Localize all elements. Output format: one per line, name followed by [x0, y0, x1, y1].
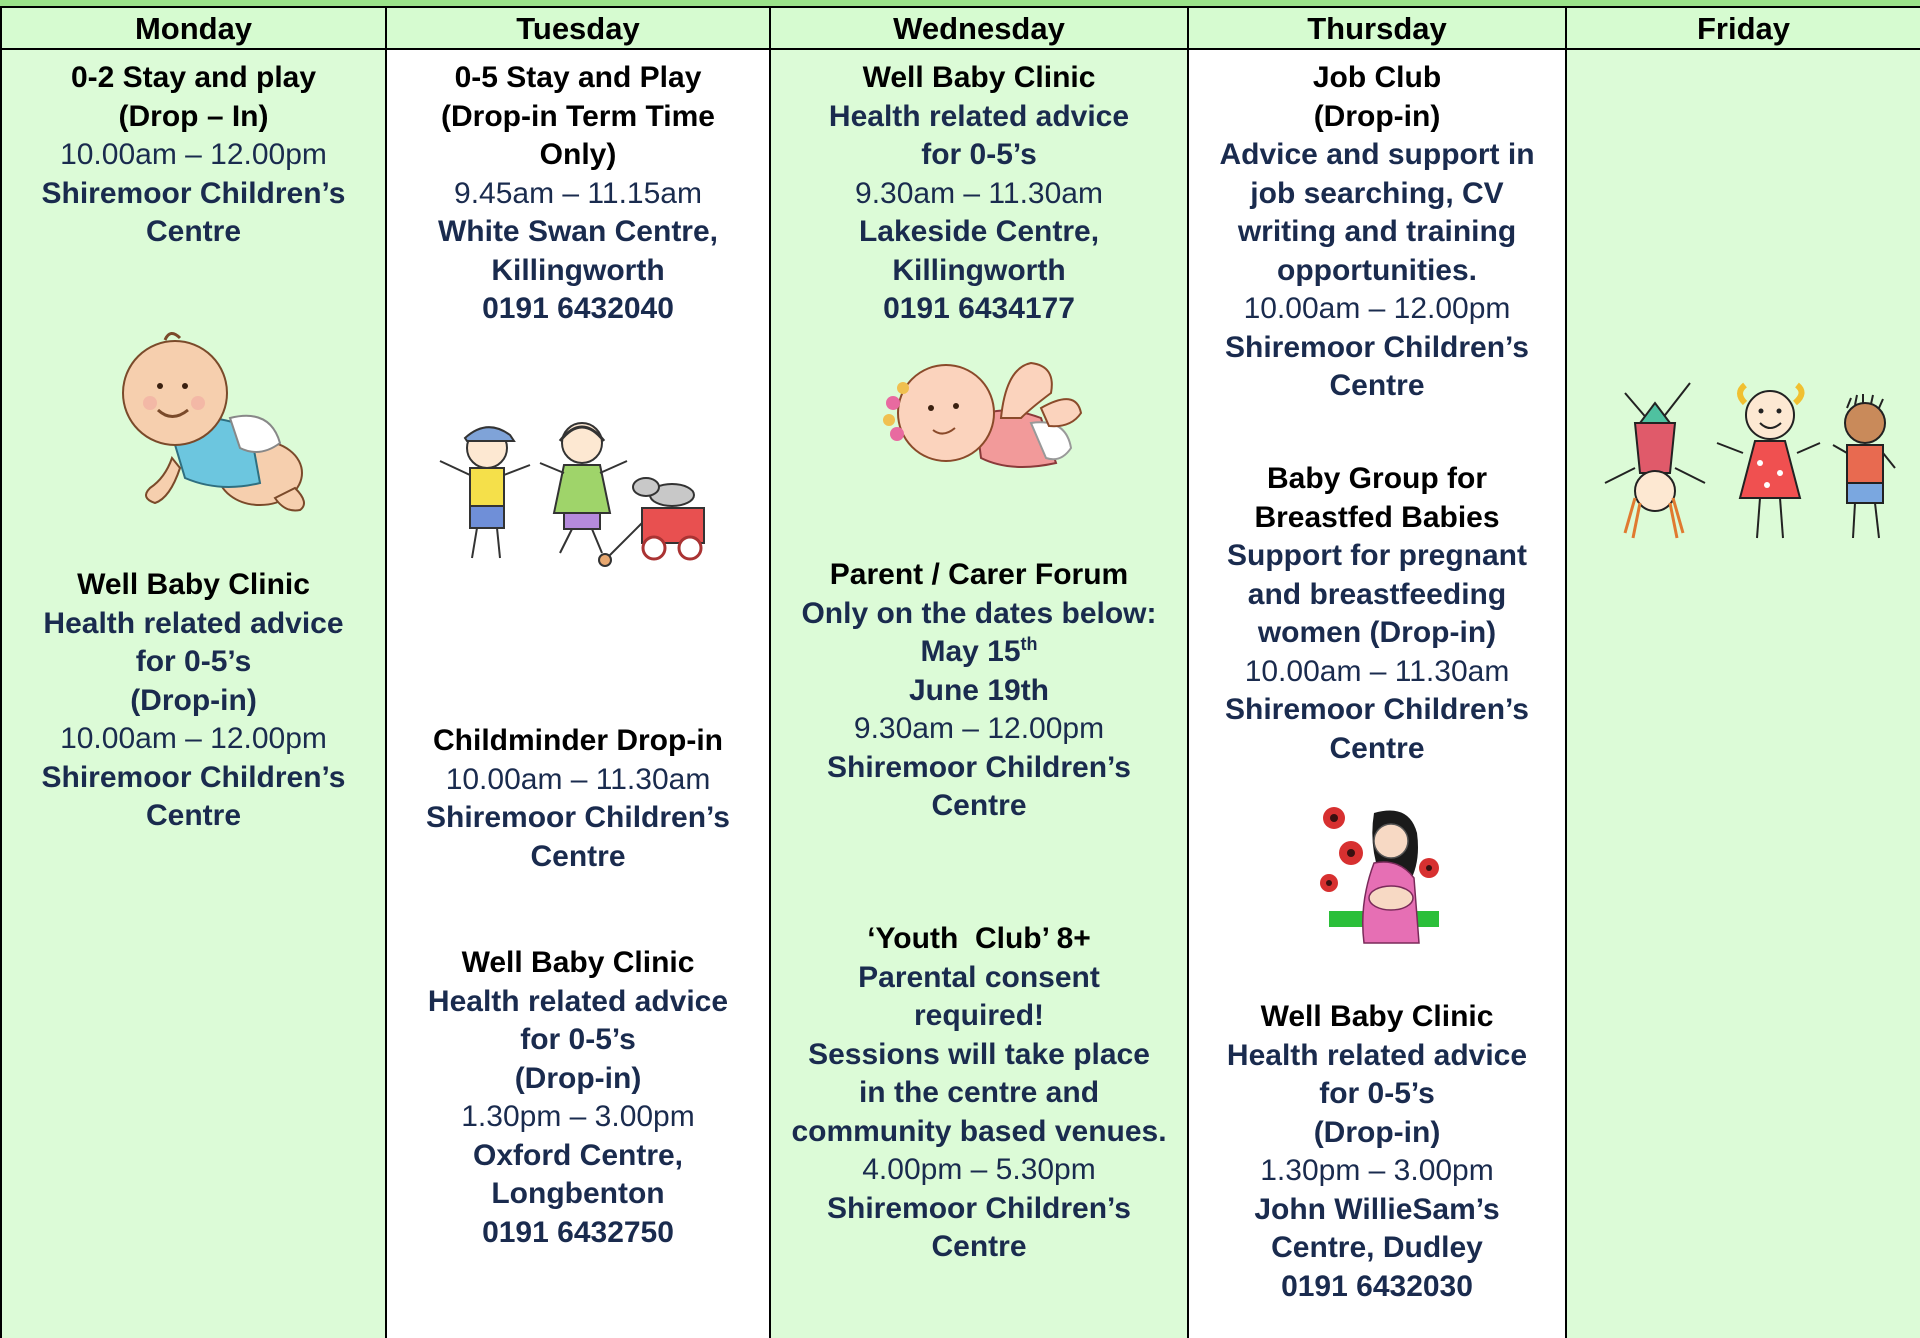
- event-location: Centre: [1329, 369, 1425, 402]
- lying-baby-illustration: [881, 348, 1091, 478]
- thursday-well-baby: [1189, 998, 1565, 1306]
- event-title: Well Baby Clinic: [77, 568, 310, 601]
- event-location: Killingworth: [892, 253, 1066, 287]
- event-desc: (Drop-in): [514, 1061, 642, 1095]
- event-title: Well Baby Clinic: [461, 946, 695, 979]
- event-phone: 0191 6432030: [1281, 1269, 1473, 1303]
- event-title: Job Club: [1312, 61, 1442, 94]
- event-phone: 0191 6432750: [482, 1215, 674, 1249]
- event-title: Well Baby Clinic: [1260, 1000, 1494, 1033]
- event-location: Centre, Dudley: [1271, 1231, 1483, 1264]
- event-phone: 0191 6432040: [482, 292, 674, 325]
- event-title: ‘Youth Club’ 8+: [867, 922, 1091, 955]
- thursday-column: [1189, 8, 1567, 1338]
- event-time: 1.30pm – 3.00pm: [461, 1100, 695, 1133]
- event-desc: women (Drop-in): [1257, 616, 1497, 649]
- event-time: 10.00am – 12.00pm: [60, 138, 327, 171]
- event-time: 10.00am – 12.00pm: [1243, 292, 1511, 325]
- event-title: Baby Group for: [1266, 462, 1487, 495]
- event-time: 10.00am – 11.30am: [1244, 654, 1510, 688]
- event-desc: Advice and support in: [1219, 138, 1535, 171]
- event-location: Centre: [931, 1230, 1027, 1263]
- event-time: 9.30am – 12.00pm: [853, 712, 1105, 745]
- event-location: Shiremoor Children’s: [41, 176, 346, 210]
- event-subtitle: Only): [539, 138, 617, 171]
- event-desc: for 0-5’s: [921, 138, 1037, 171]
- wednesday-youth-club: [771, 920, 1187, 1267]
- event-desc: for 0-5’s: [520, 1023, 636, 1056]
- event-desc: for 0-5’s: [1319, 1077, 1435, 1110]
- event-location: Killingworth: [491, 253, 665, 287]
- three-kids-illustration: [1595, 373, 1900, 563]
- event-desc: Health related advice: [43, 606, 344, 640]
- event-location: Shiremoor Children’s: [1225, 693, 1529, 726]
- children-with-dog-cart-illustration: [432, 413, 732, 573]
- tuesday-childminder: [387, 722, 769, 876]
- event-subtitle: (Drop – In): [118, 99, 269, 133]
- event-location: White Swan Centre,: [437, 215, 719, 248]
- event-time: 10.00am – 11.30am: [445, 762, 711, 796]
- event-location: Centre: [530, 839, 626, 873]
- event-desc: Only on the dates below:: [801, 596, 1157, 630]
- event-desc: Health related advice: [828, 99, 1130, 133]
- thursday-header: Thursday: [1189, 8, 1565, 50]
- monday-column: [2, 8, 387, 1338]
- event-subtitle: (Drop-in Term Time: [441, 99, 715, 133]
- event-location: Centre: [145, 799, 242, 832]
- event-desc: Parental consent: [858, 960, 1100, 994]
- monday-well-baby: [2, 566, 385, 836]
- weekly-timetable: [0, 6, 1920, 1338]
- event-desc: in the centre and: [858, 1076, 1100, 1109]
- event-title: Childminder Drop-in: [433, 724, 723, 757]
- event-location: Centre: [931, 789, 1027, 822]
- tuesday-column: [387, 8, 771, 1338]
- thursday-job-club: [1189, 59, 1565, 406]
- event-date: [771, 633, 1187, 672]
- event-desc: Support for pregnant: [1227, 539, 1527, 572]
- mother-breastfeeding-illustration: [1319, 803, 1444, 948]
- event-location: Shiremoor Children’s: [1225, 330, 1529, 364]
- event-location: Longbenton: [491, 1177, 665, 1210]
- event-location: John WillieSam’s: [1254, 1192, 1500, 1226]
- thursday-baby-group: [1189, 460, 1565, 768]
- event-desc: Health related advice: [427, 984, 729, 1018]
- event-time: 1.30pm – 3.00pm: [1260, 1154, 1494, 1187]
- event-title: Parent / Carer Forum: [829, 558, 1129, 591]
- event-time: 9.30am – 11.30am: [855, 176, 1103, 210]
- event-subtitle: (Drop-in): [1313, 99, 1441, 133]
- event-desc: (Drop-in): [130, 683, 257, 717]
- monday-stay-play: [2, 59, 385, 252]
- event-date-suffix: th: [1020, 634, 1038, 654]
- tuesday-header: Tuesday: [387, 8, 769, 50]
- event-title: 0-5 Stay and Play: [454, 61, 702, 94]
- event-subtitle: Breastfed Babies: [1254, 500, 1500, 534]
- friday-column: [1567, 8, 1920, 1338]
- event-location: Shiremoor Children’s: [827, 750, 1131, 784]
- event-title: Well Baby Clinic: [862, 61, 1096, 94]
- event-desc: Health related advice: [1226, 1038, 1528, 1072]
- monday-header: Monday: [2, 8, 385, 50]
- event-desc: job searching, CV: [1250, 176, 1504, 210]
- event-location: Shiremoor Children’s: [41, 760, 346, 794]
- event-phone: 0191 6434177: [883, 292, 1075, 325]
- tuesday-stay-play: [387, 59, 769, 329]
- event-location: Lakeside Centre,: [858, 215, 1100, 248]
- event-desc: (Drop-in): [1313, 1115, 1441, 1149]
- event-location: Shiremoor Children’s: [426, 801, 730, 834]
- wednesday-header: Wednesday: [771, 8, 1187, 50]
- event-desc: and breastfeeding: [1247, 577, 1507, 611]
- event-time: 10.00am – 12.00pm: [60, 722, 327, 755]
- event-time: 9.45am – 11.15am: [454, 176, 702, 210]
- event-desc: writing and training: [1237, 215, 1517, 248]
- tuesday-well-baby: [387, 944, 769, 1252]
- event-date-text: May 15: [920, 635, 1021, 668]
- friday-header: Friday: [1567, 8, 1920, 50]
- wednesday-column: [771, 8, 1189, 1338]
- event-desc: required!: [913, 999, 1045, 1032]
- event-time: 4.00pm – 5.30pm: [862, 1153, 1096, 1186]
- event-desc: opportunities.: [1277, 253, 1477, 287]
- wednesday-well-baby: [771, 59, 1187, 329]
- event-location: Centre: [1329, 731, 1425, 765]
- event-desc: for 0-5’s: [135, 645, 252, 678]
- event-location: Shiremoor Children’s: [827, 1191, 1131, 1225]
- wednesday-forum: [771, 556, 1187, 826]
- event-desc: Sessions will take place: [808, 1037, 1150, 1071]
- event-desc: community based venues.: [791, 1114, 1167, 1148]
- event-location: Oxford Centre,: [472, 1138, 684, 1172]
- crawling-baby-illustration: [110, 318, 310, 518]
- event-title: 0-2 Stay and play: [70, 61, 317, 94]
- event-location: Centre: [145, 215, 242, 248]
- event-date: June 19th: [908, 673, 1050, 707]
